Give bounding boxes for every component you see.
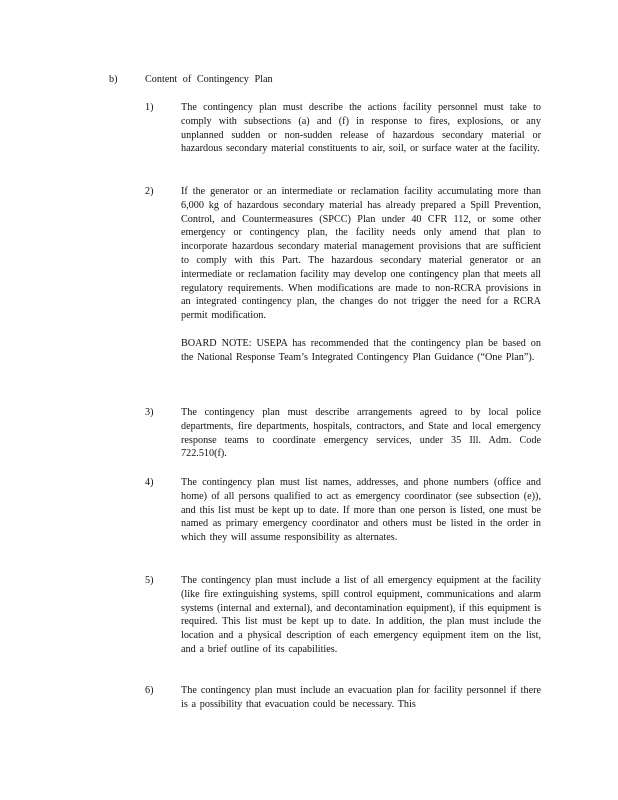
list-item-3 [145, 406, 545, 464]
item-content [181, 185, 541, 364]
item-number: 2) [145, 186, 154, 197]
item-text: The contingency plan must list names, addresses, and phone numbers (office and home) of all persons qualified to act as emergency coordinator (see subsection (e)), and this list must be kept up to date. If more than one person is listed, one must be named as primary emergency coordinator and others must be listed in the order in which they will assume responsibility as alternates. [181, 477, 541, 544]
board-note: BOARD NOTE: USEPA has recommended that the contingency plan be based on the National Response Team’s Integrated Contingency Plan Guidance (“One Plan”). [181, 337, 541, 363]
item-number: 4) [145, 477, 154, 488]
list-item-1 [145, 101, 545, 171]
item-text: The contingency plan must include a list of all emergency equipment at the facility (like fire extinguishing systems, spill control equipment, communications and alarm systems (internal and external), and decontamination equipment), if this equipment is required. This list must be kept up to date. In addition, the plan must include the location and a physical description of each emergency equipment item on the list, and a brief outline of its capabilities. [181, 575, 541, 655]
list-item-5 [145, 574, 545, 674]
item-text: The contingency plan must describe the actions facility personnel must take to comply with subsections (a) and (f) in response to fires, explosions, or any unplanned sudden or non-sudden release of hazardous secondary material or hazardous secondary material constituents to air, soil, or surface water at the facility. [181, 102, 541, 155]
paragraph-break [181, 323, 541, 337]
list-item-6 [145, 684, 545, 716]
item-number: 5) [145, 575, 154, 586]
item-text: If the generator or an intermediate or reclamation facility accumulating more than 6,000 kg of hazardous secondary material has already prepared a Spill Prevention, Control, and Countermeasures (SPCC) Plan under 40 CFR 112, or some other emergency or contingency plan, the facility needs only amend that plan to incorporate hazardous secondary material management provisions that are sufficient to comply with this Part. The hazardous secondary material generator or an intermediate or reclamation facility may develop one contingency plan that meets all regulatory requirements. When modifications are made to non-RCRA provisions in an integrated contingency plan, the changes do not trigger the need for a RCRA permit modification. [181, 186, 541, 322]
item-number: 6) [145, 685, 154, 696]
item-text: The contingency plan must include an evacuation plan for facility personnel if there is a possibility that evacuation could be necessary. This [181, 685, 541, 710]
item-number: 3) [145, 407, 154, 418]
list-item-2 [145, 185, 545, 395]
item-text: The contingency plan must describe arrangements agreed to by local police departments, fire departments, hospitals, contractors, and State and local emergency response teams to coordinate emergency services, under 35 Ill. Adm. Code 722.510(f). [181, 407, 541, 460]
item-number: 1) [145, 102, 154, 113]
list-item-4 [145, 476, 545, 566]
section-marker: b) [109, 74, 118, 85]
section-heading: Content of Contingency Plan [145, 74, 273, 85]
